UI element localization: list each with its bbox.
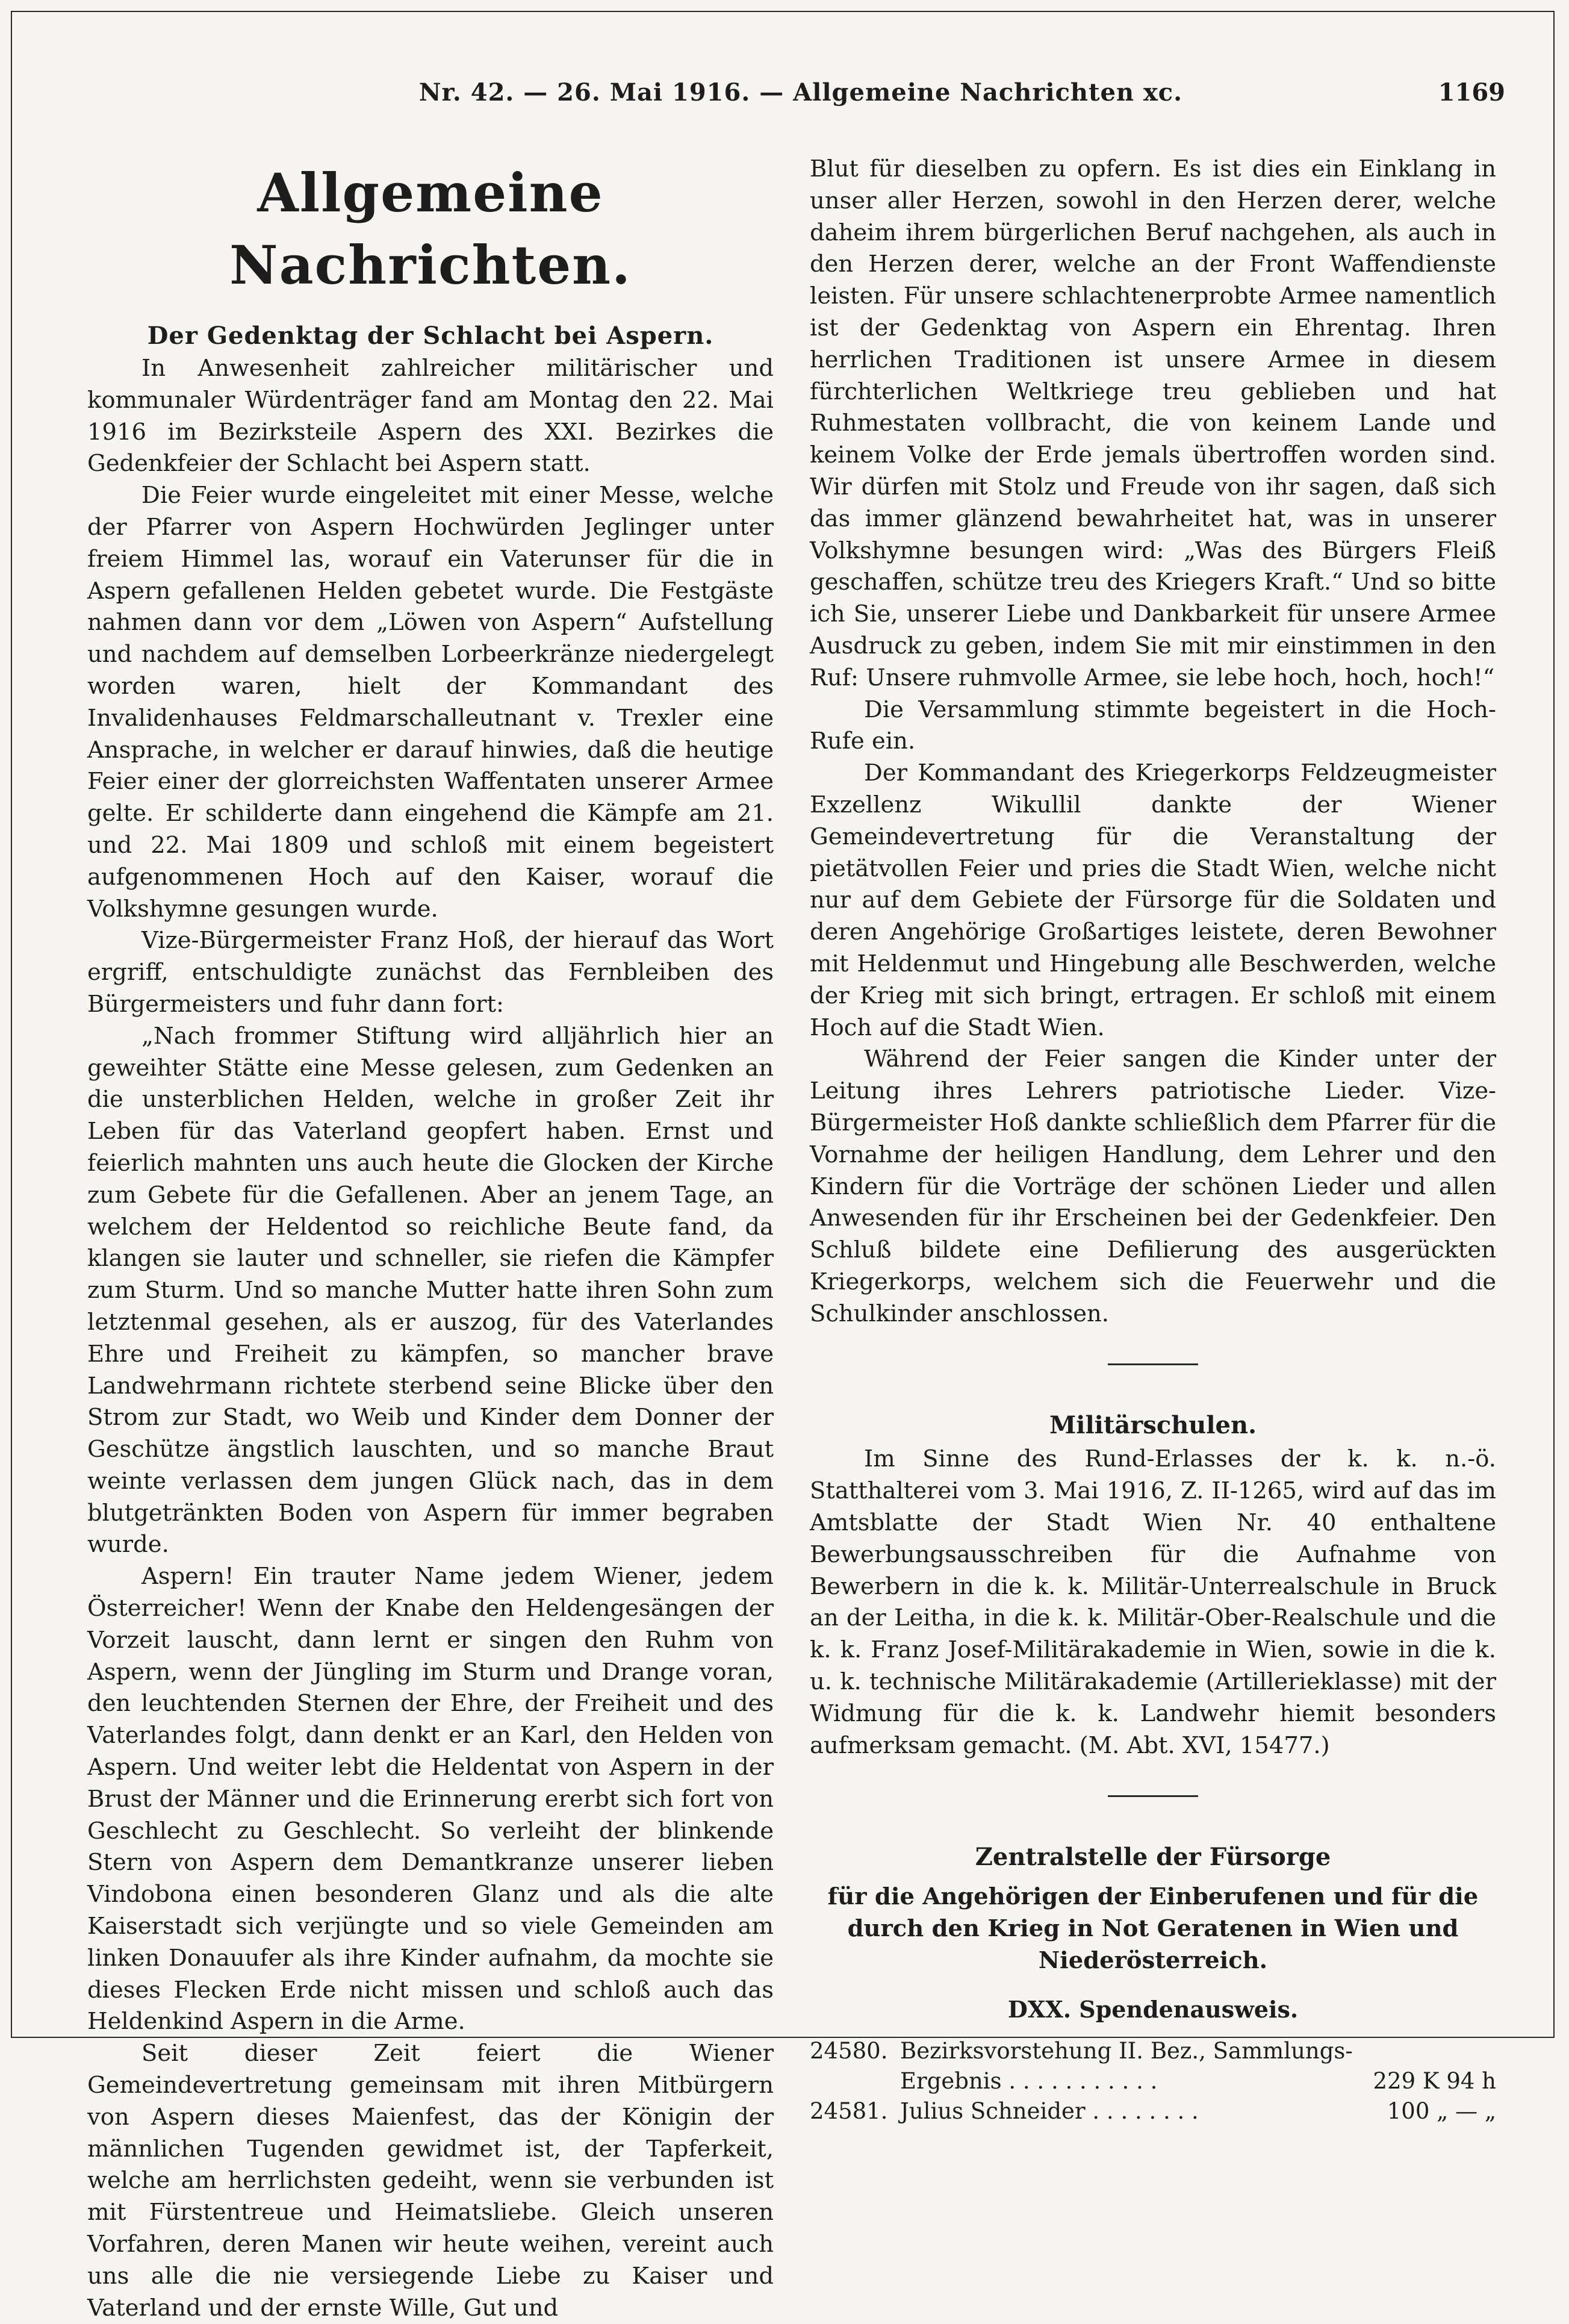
running-head [96,78,1505,114]
section-divider [1108,1363,1198,1365]
item-number: 24580. [810,2037,888,2064]
list-item [810,2096,1496,2126]
paragraph: Während der Feier sangen die Kinder unter der Leitung ihres Lehrers patriotische Lieder. Vize-Bürgermeister Hoß dankte schließlich dem Pfarrer für die Vornahme der heiligen Handlung, dem Lehrer und den Kindern für die Vorträge der schönen Lieder und allen Anwesenden für ihr Erscheinen bei der Gedenkfeier. Den Schluß bildete eine Defilierung des ausgerückten Kriegerkorps, welchem sich die Feuerwehr und die Schulkinder anschlossen. [810,1045,1496,1327]
section-heading-aspern: Der Gedenktag der Schlacht bei Aspern. [147,322,714,350]
section-heading-zentralstelle: Zentralstelle der Fürsorge [975,1843,1331,1872]
main-title: Allgemeine Nachrichten. [229,161,632,296]
paragraph: Aspern! Ein trauter Name jedem Wiener, jedem Österreicher! Wenn der Knabe den Heldengesängen der Vorzeit lauscht, dann lernt er singen den Ruhm von Aspern, wenn der Jüngling im Sturm und Drange voran, den leuchtenden Sternen der Ehre, der Freiheit und des Vaterlandes folgt, dann denkt er an Karl, den Helden von Aspern. Und weiter lebt die Heldentat von Aspern in der Brust der Männer und die Erinnerung ererbt sich fort von Geschlecht zu Geschlecht. So verleiht der blinkende Stern von Aspern dem Demantkranze unserer lieben Vindobona einen besonderen Glanz und als die alte Kaiserstadt sich verjüngte und so viele Gemeinden am linken Donauufer als ihre Kinder aufnahm, da mochte sie dieses Flecken Erde nicht missen und schloß auch das Heldenkind Aspern in die Arme. [87,1563,774,2036]
paragraph: Seit dieser Zeit feiert die Wiener Gemeindevertretung gemeinsam mit ihren Mitbürgern von Aspern dieses Maienfest, das der Königin der männlichen Tugenden gewidmet ist, der Tapferkeit, welche am herrlichsten gedeiht, wenn sie verbunden ist mit Fürstentreue und Heimatsliebe. Gleich unseren Vorfahren, deren Manen wir heute weihen, vereint auch uns alle die nie versiegende Liebe zu Kaiser und Vaterland und der ernste Wille, Gut und [87,2040,774,2322]
paragraph: Im Sinne des Rund-Erlasses der k. k. n.-ö. Statthalterei vom 3. Mai 1916, Z. II-1265, wird auf das im Amtsblatte der Stadt Wien Nr. 40 enthaltene Bewerbungsausschreiben für die Aufnahme von Bewerbern in die k. k. Militär-Unterrealschule in Bruck an der Leitha, in die k. k. Militär-Ober-Realschule und die k. k. Franz Josef-Militärakademie in Wien, sowie in die k. u. k. technische Militärakademie (Artillerieklasse) mit der Widmung für die k. k. Landwehr hiemit besonders aufmerksam gemacht. (M. Abt. XVI, 15477.) [810,1445,1496,1759]
paragraph: Die Versammlung stimmte begeistert in die Hoch-Rufe ein. [810,696,1496,755]
item-number: 24581. [810,2098,888,2124]
paragraph: „Nach frommer Stiftung wird alljährlich hier an geweihter Stätte eine Messe gelesen, zum Gedenken an die unsterblichen Helden, welche in großer Zeit ihr Leben für das Vaterland geopfert haben. Ernst und feierlich mahnten uns auch heute die Glocken der Kirche zum Gebete für die Gefallenen. Aber an jenem Tage, an welchem der Heldentod so reichliche Beute fand, da klangen sie lauter und schneller, sie riefen die Kämpfer zum Sturm. Und so manche Mutter hatte ihren Sohn zum letztenmal gesehen, als er auszog, für des Vaterlandes Ehre und Freiheit zu kämpfen, so mancher brave Landwehrmann richtete sterbend seine Blicke über den Strom zur Stadt, wo Weib und Kinder dem Donner der Geschütze ängstlich lauschten, und so manche Braut weinte verlassen dem jungen Glück nach, das in dem blutgetränkten Boden von Aspern für immer begraben wurde. [87,1022,774,1559]
page-number: 1169 [1438,78,1505,107]
paragraph-continuation: Blut für dieselben zu opfern. Es ist dies ein Einklang in unser aller Herzen, sowohl in den Herzen derer, welche daheim ihrem bürgerlichen Beruf nachgehen, als auch in den Herzen derer, welche an der Front Waffendienste leisten. Für unsere schlachtenerprobte Armee namentlich ist der Gedenktag von Aspern ein Ehrentag. Ihren herrlichen Traditionen ist unsere Armee in diesem fürchterlichen Weltkriege treu geblieben und hat Ruhmestaten vollbracht, die von keinem Lande und keinem Volke der Erde jemals übertroffen worden sind. Wir dürfen mit Stolz und Freude von ihr sagen, daß sich das immer glänzend bewahrheitet hat, was in unserer Volkshymne besungen wird: „Was des Bürgers Fleiß geschaffen, schütze treu des Kriegers Kraft.“ Und so bitte ich Sie, unserer Liebe und Dankbarkeit für unsere Armee Ausdruck zu geben, indem Sie mit mir einstimmen in den Ruf: Unsere ruhmvolle Armee, sie lebe hoch, hoch, hoch!“ [810,155,1496,691]
running-head-text: Nr. 42. — 26. Mai 1916. — Allgemeine Nachrichten xc. [418,78,1183,107]
section-divider [1108,1795,1198,1797]
item-amount: 100 „ — „ [1387,2098,1496,2124]
paragraph: Der Kommandant des Kriegerkorps Feldzeugmeister Exzellenz Wikullil dankte der Wiener Gemeindevertretung für die Veranstaltung der pietätvollen Feier und pries die Stadt Wien, welche nicht nur auf dem Gebiete der Fürsorge für die Soldaten und deren Angehörige Großartiges leistete, deren Bewohner mit Heldenmut und Hingebung alle Beschwerden, welche der Krieg mit sich bringt, ertragen. Er schloß mit einem Hoch auf die Stadt Wien. [810,759,1496,1041]
left-column [87,139,774,2324]
item-description: Julius Schneider . . . . . . . . [900,2098,1199,2124]
section-heading-militaerschulen: Militärschulen. [1049,1411,1257,1440]
item-description: Ergebnis . . . . . . . . . . . [900,2067,1158,2094]
paragraph: Die Feier wurde eingeleitet mit einer Messe, welche der Pfarrer von Aspern Hochwürden Jeglinger unter freiem Himmel las, worauf ein Vaterunser für die in Aspern gefallenen Helden gebetet wurde. Die Festgäste nahmen dann vor dem „Löwen von Aspern“ Aufstellung und nachdem auf demselben Lorbeerkränze niedergelegt worden waren, hielt der Kommandant des Invalidenhauses Feldmarschalleutnant v. Trexler eine Ansprache, in welcher er darauf hinwies, daß die heutige Feier einer der glorreichsten Waffentaten unserer Armee gelte. Er schilderte dann eingehend die Kämpfe am 21. und 22. Mai 1809 und schloß mit einem begeistert aufgenommenen Hoch auf den Kaiser, worauf die Volkshymne gesungen wurde. [87,482,774,923]
list-title: DXX. Spendenausweis. [1007,1995,1299,2023]
right-column [810,154,1496,2126]
donation-list [810,2036,1496,2126]
paragraph: In Anwesenheit zahlreicher militärischer und kommunaler Würdenträger fand am Montag den 22. Mai 1916 im Bezirksteile Aspern des XXI. Bezirkes die Gedenkfeier der Schlacht bei Aspern statt. [87,355,774,478]
paragraph: Vize-Bürgermeister Franz Hoß, der hierauf das Wort ergriff, entschuldigte zunächst das Fernbleiben des Bürgermeisters und fuhr dann fort: [87,927,774,1018]
list-item-continuation [810,2066,1496,2096]
section-subheading: für die Angehörigen der Einberufenen und für die durch den Krieg in Not Geratenen in Wien und Niederösterreich. [827,1883,1479,1975]
item-amount: 229 K 94 h [1373,2067,1496,2094]
item-description: Bezirksvorstehung II. Bez., Sammlungs- [900,2037,1353,2064]
